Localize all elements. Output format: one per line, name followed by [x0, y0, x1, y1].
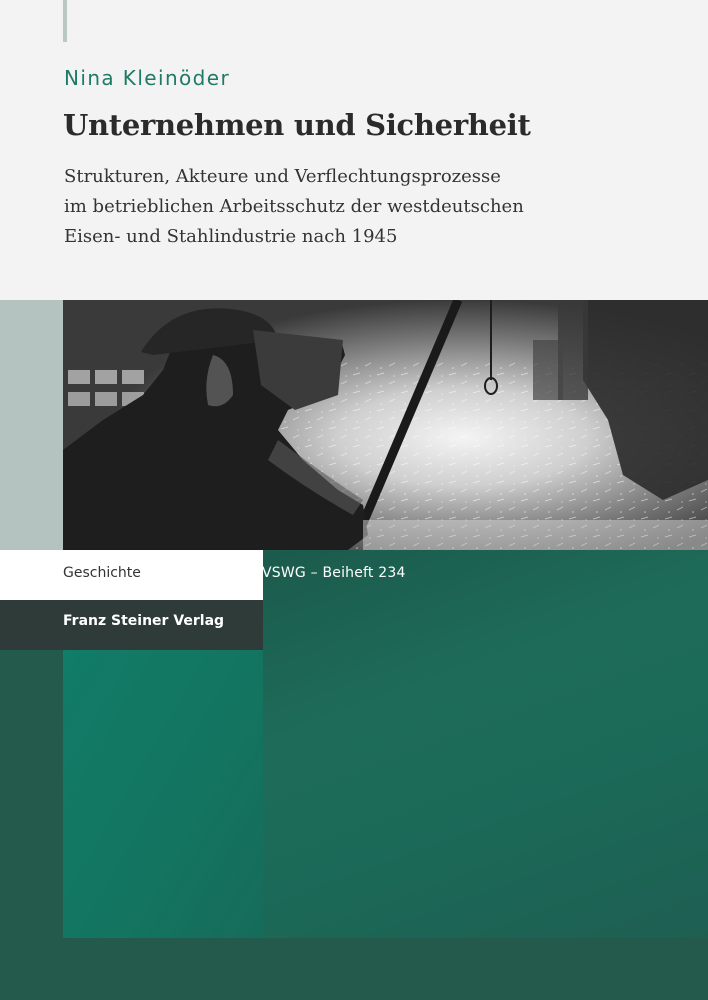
book-subtitle: [64, 162, 524, 252]
book-title: Unternehmen und Sicherheit: [63, 108, 531, 142]
top-tick-mark: [63, 0, 67, 42]
subtitle-line: Strukturen, Akteure und Verflechtungsprozesse: [64, 166, 501, 187]
cover-header: [0, 0, 708, 300]
subtitle-line: Eisen- und Stahlindustrie nach 1945: [64, 226, 398, 247]
cover-green-panel: [263, 550, 708, 938]
author-name: Nina Kleinöder: [64, 66, 231, 90]
series-label: VSWG – Beiheft 234: [262, 565, 406, 581]
side-strip-grey: [0, 300, 63, 550]
publisher-name: Franz Steiner Verlag: [63, 613, 225, 629]
subtitle-line: im betrieblichen Arbeitsschutz der westdeutschen: [64, 196, 524, 217]
genre-label: Geschichte: [63, 565, 141, 581]
bottom-strip-dark: [0, 938, 708, 1000]
cover-photo: [63, 300, 708, 550]
steelworker-photo-image: [63, 300, 708, 550]
